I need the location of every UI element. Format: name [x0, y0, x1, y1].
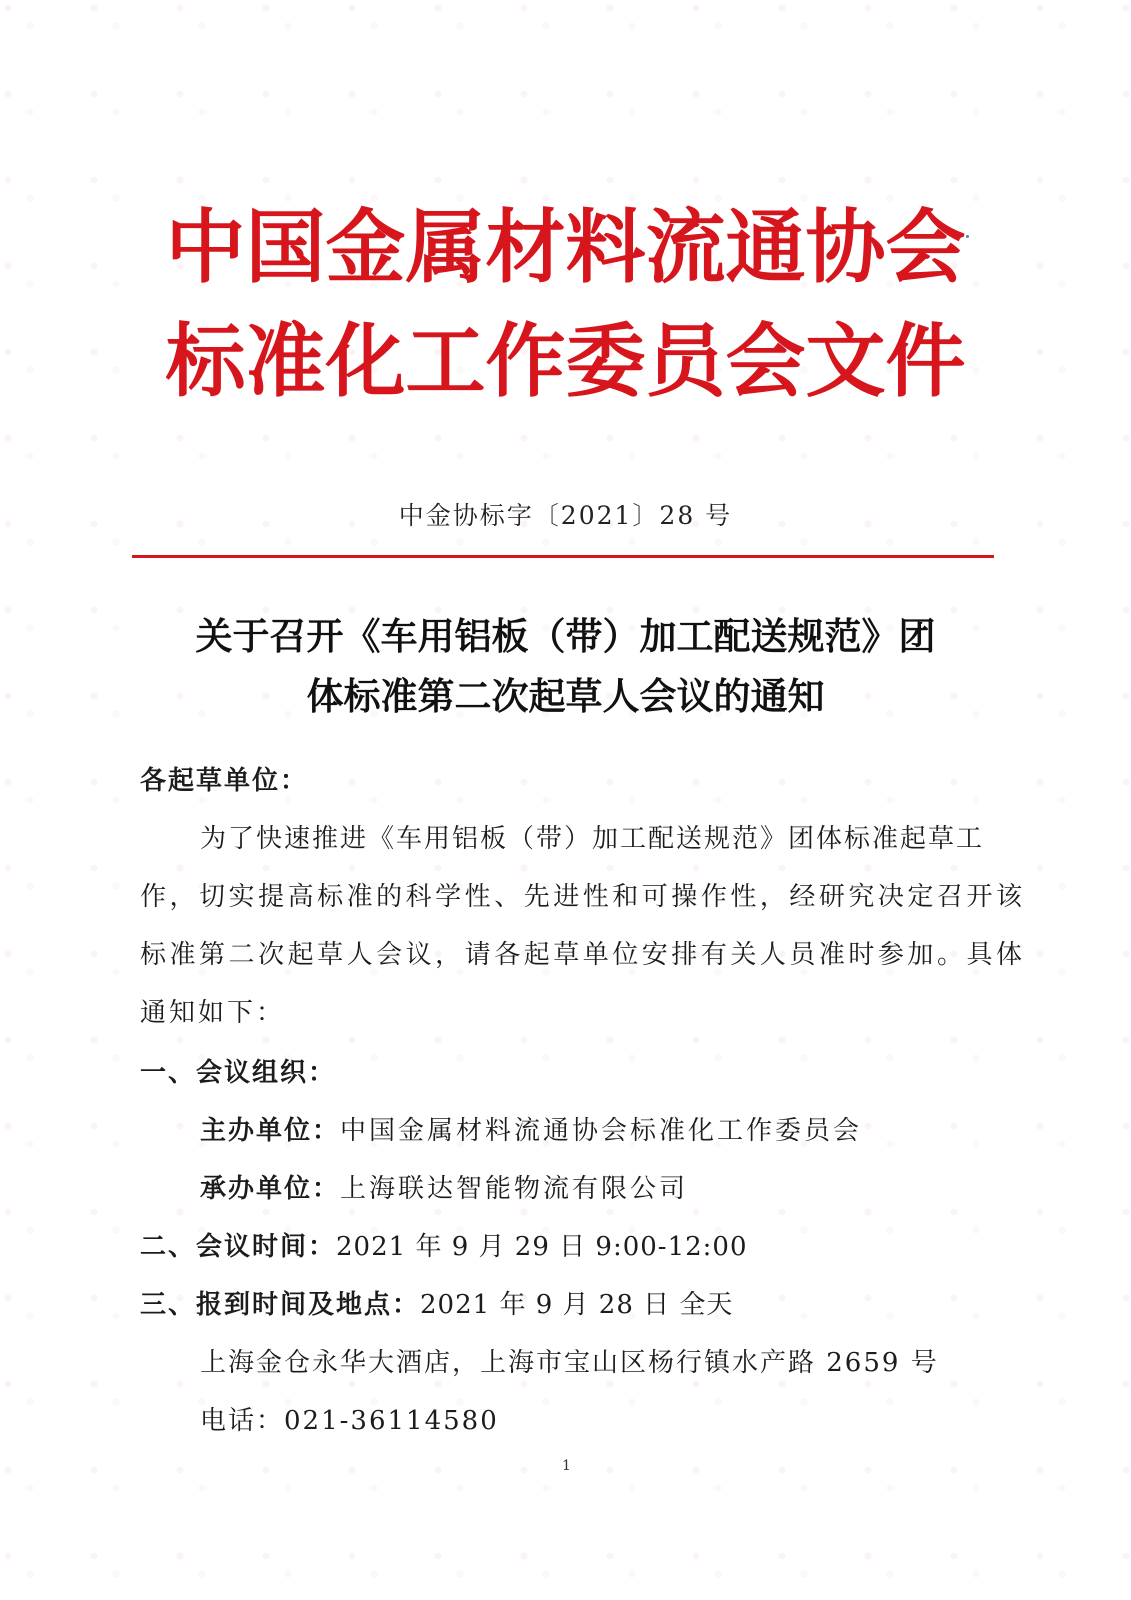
- host-value: 中国金属材料流通协会标准化工作委员会: [340, 1116, 863, 1146]
- body-line-2: 作，切实提高标准的科学性、先进性和可操作性，经研究决定召开该: [140, 882, 1022, 912]
- red-divider-line: [132, 555, 994, 558]
- salutation: 各起草单位：: [140, 766, 309, 796]
- body-line-3: 标准第二次起草人会议，请各起草单位安排有关人员准时参加。具体: [140, 940, 1022, 970]
- section-3-heading: 三、报到时间及地点：: [140, 1290, 421, 1320]
- section-2-heading: 二、会议时间：: [140, 1232, 337, 1262]
- body-line-4: 通知如下：: [140, 998, 286, 1028]
- ink-dot: [966, 235, 969, 238]
- organizer-label: 承办单位：: [200, 1174, 341, 1204]
- host-label: 主办单位：: [200, 1116, 341, 1146]
- section-3-row: [140, 1292, 733, 1318]
- organizer-value: 上海联达智能物流有限公司: [340, 1174, 689, 1204]
- body-line-1: 为了快速推进《车用铝板（带）加工配送规范》团体标准起草工: [200, 824, 985, 854]
- organizer-row: [200, 1176, 688, 1202]
- document-number: 中金协标字〔2021〕28 号: [398, 501, 733, 530]
- checkin-time: 2021 年 9 月 28 日 全天: [420, 1290, 734, 1320]
- section-2-row: [140, 1234, 748, 1260]
- venue-address: 上海金仓永华大酒店，上海市宝山区杨行镇水产路 2659 号: [200, 1348, 939, 1378]
- meeting-time: 2021 年 9 月 29 日 9:00-12:00: [336, 1232, 748, 1262]
- notice-title-line-2: 体标准第二次起草人会议的通知: [306, 675, 825, 718]
- notice-title-line-1: 关于召开《车用铝板（带）加工配送规范》团: [195, 615, 936, 658]
- section-1-heading: 一、会议组织：: [140, 1058, 337, 1088]
- page-number: 1: [562, 1458, 571, 1474]
- letterhead-line-1: 中国金属材料流通协会: [165, 201, 966, 294]
- letterhead-line-2: 标准化工作委员会文件: [165, 315, 966, 408]
- contact-phone: 电话：021-36114580: [200, 1406, 499, 1436]
- host-row: [200, 1118, 862, 1144]
